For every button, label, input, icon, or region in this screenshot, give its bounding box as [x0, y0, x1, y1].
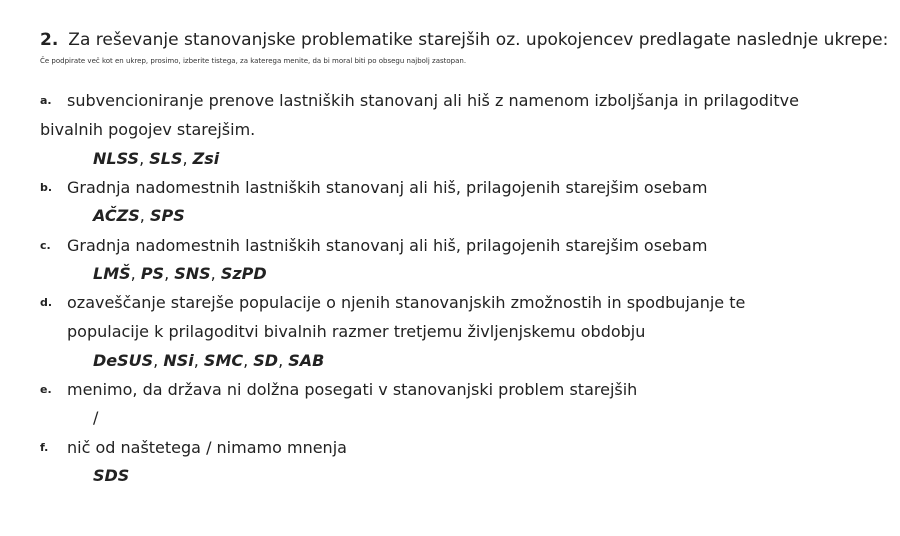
option-letter: b.: [40, 181, 53, 194]
option-b-line1: Gradnja nadomestnih lastniških stanovanj ali hiš, prilagojenih starejšim osebam: [67, 178, 708, 197]
option-a-line2: bivalnih pogojev starejšim.: [40, 120, 256, 139]
party-name: DeSUS: [93, 351, 154, 370]
question-number: 2.: [40, 30, 59, 50]
option-e-line1: menimo, da država ni dolžna posegati v stanovanjski problem starejših: [67, 380, 638, 399]
party-name: SD: [253, 351, 279, 370]
option-c-parties: LMŠ, PS, SNS, SzPD: [93, 264, 267, 283]
question-title: Za reševanje stanovanjske problematike starejših oz. upokojencev predlagate naslednje ukrepe:: [68, 30, 889, 50]
option-letter: f.: [40, 441, 49, 454]
party-name: Zsi: [192, 149, 220, 168]
option-f-line1: nič od naštetega / nimamo mnenja: [67, 438, 347, 457]
party-name: NLSS: [93, 149, 140, 168]
question-note: Če podpirate več kot en ukrep, prosimo, izberite tistega, za katerega menite, da bi moral biti po obsegu najbolj zastopan.: [40, 57, 467, 65]
party-name: NSi: [163, 351, 194, 370]
option-d-parties: DeSUS, NSi, SMC, SD, SAB: [93, 351, 325, 370]
option-d-line2: populacije k prilagoditvi bivalnih razmer tretjemu življenjskemu obdobju: [67, 322, 646, 341]
party-name: SzPD: [220, 264, 267, 283]
option-letter: e.: [40, 383, 52, 396]
option-d-line1: ozaveščanje starejše populacije o njenih stanovanjskih zmožnostih in spodbujanje te: [67, 293, 746, 312]
party-name: SMC: [203, 351, 244, 370]
option-a-line1: subvencioniranje prenove lastniških stanovanj ali hiš z namenom izboljšanja in prilagoditve: [67, 91, 799, 110]
party-name: SAB: [288, 351, 325, 370]
option-letter: d.: [40, 296, 53, 309]
party-name: SPS: [149, 206, 185, 225]
question-heading: [40, 30, 888, 50]
option-b-parties: AČZS, SPS: [93, 206, 185, 225]
option-letter: c.: [40, 239, 51, 252]
party-name: AČZS: [93, 206, 140, 225]
party-name: SLS: [149, 149, 183, 168]
party-name: SDS: [93, 466, 130, 485]
option-letter: a.: [40, 94, 52, 107]
option-a-parties: NLSS, SLS, Zsi: [93, 149, 220, 168]
option-e-parties: /: [93, 408, 99, 427]
option-c-line1: Gradnja nadomestnih lastniških stanovanj ali hiš, prilagojenih starejšim osebam: [67, 236, 708, 255]
party-name: PS: [140, 264, 165, 283]
party-name: SNS: [174, 264, 211, 283]
party-name: LMŠ: [93, 264, 131, 283]
option-f-parties: [93, 466, 129, 485]
